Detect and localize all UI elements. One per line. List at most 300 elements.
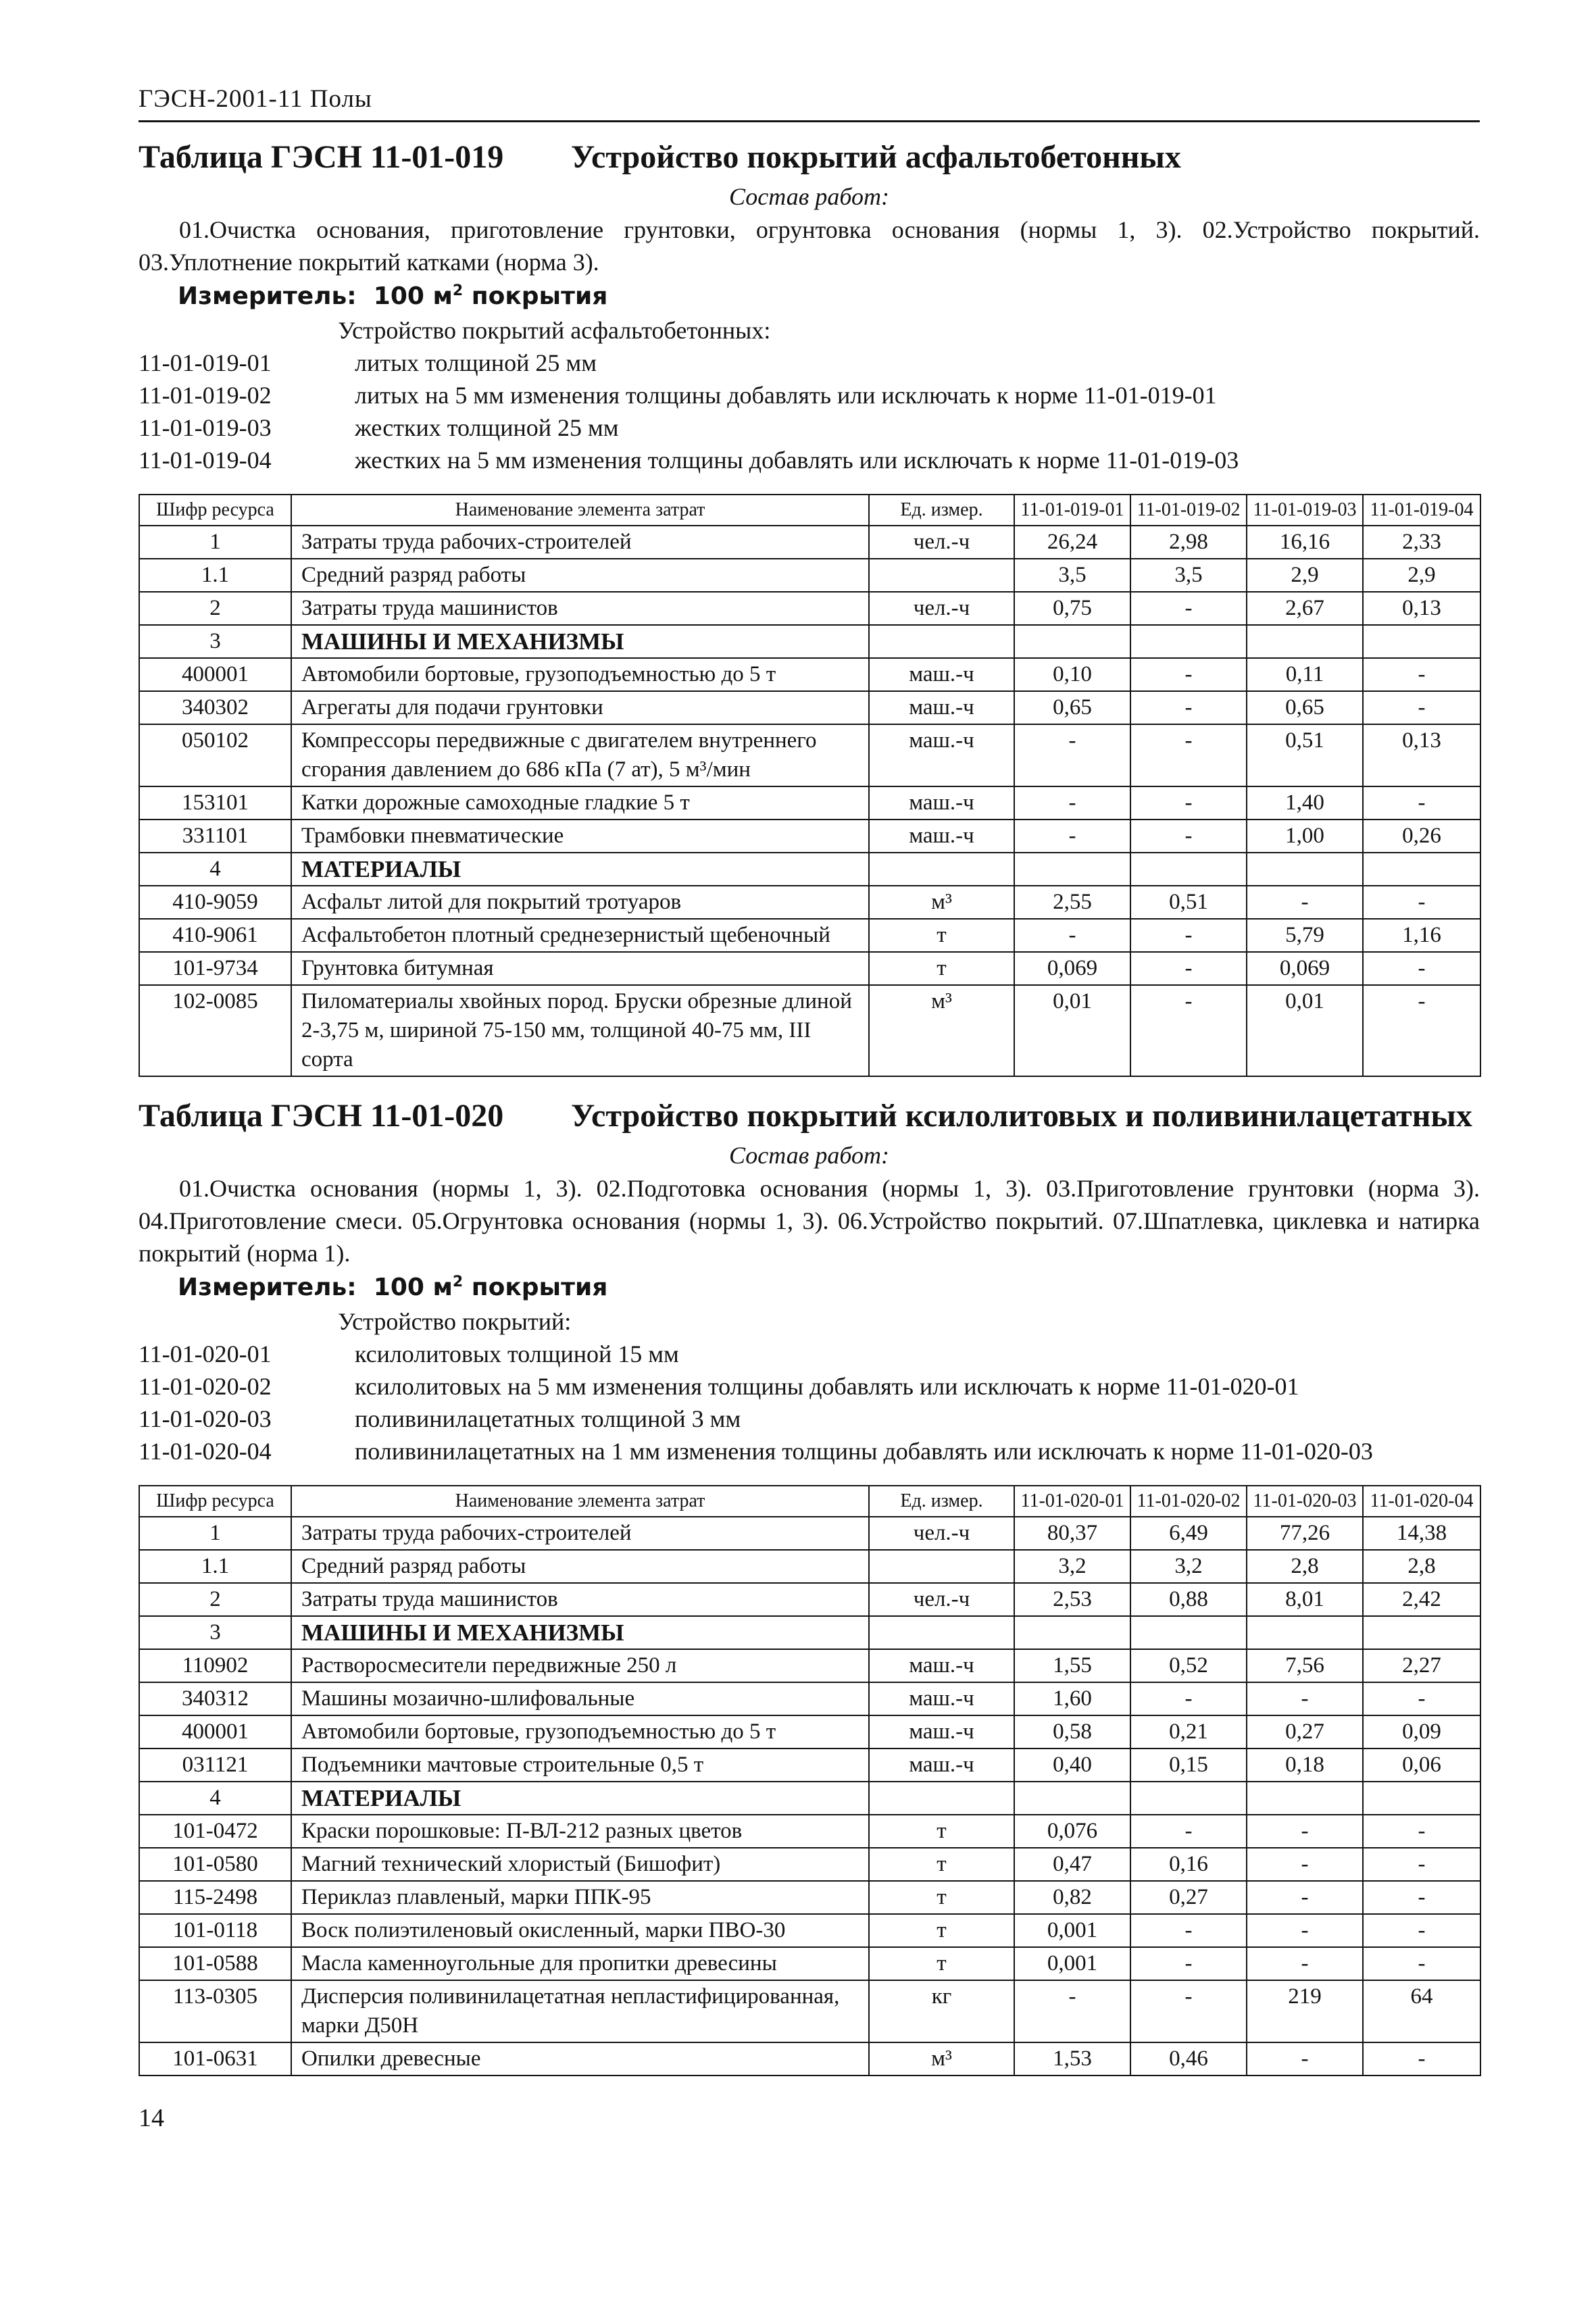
resource-code: 410-9059 — [139, 886, 291, 919]
resource-unit: кг — [869, 1980, 1014, 2042]
norm-value: 80,37 — [1014, 1517, 1130, 1550]
norm-value: 0,65 — [1247, 691, 1363, 724]
izmeritel-sup: 2 — [452, 1274, 464, 1290]
code-row — [139, 347, 1480, 379]
resource-unit: т — [869, 1881, 1014, 1914]
norm-value: 26,24 — [1014, 526, 1130, 559]
norm-description: жестких толщиной 25 мм — [355, 414, 619, 441]
resource-code: 102-0085 — [139, 985, 291, 1076]
code-row — [139, 1435, 1480, 1467]
operations-text: 01.Очистка основания, приготовление грунтовки, огрунтовка основания (нормы 1, 3). 02.Устройство покрытий. 03.Уплотнение покрытий катками (норма 3). — [139, 216, 1480, 276]
table-row — [139, 886, 1480, 919]
table-row — [139, 1980, 1480, 2042]
header-row — [139, 495, 1480, 526]
norm-value: - — [1247, 1947, 1363, 1980]
table-row — [139, 1550, 1480, 1583]
izmeritel-unit: покрытия — [471, 1274, 608, 1301]
resource-code: 031121 — [139, 1749, 291, 1782]
norm-value: 1,00 — [1247, 820, 1363, 853]
norm-value: 0,001 — [1014, 1914, 1130, 1947]
header-norm-column: 11-01-020-02 — [1130, 1486, 1247, 1517]
resource-code: 2 — [139, 592, 291, 625]
header-rule — [139, 120, 1480, 122]
izmeritel-label: Измеритель: — [178, 282, 357, 310]
section-title: МАТЕРИАЛЫ — [291, 1782, 869, 1815]
sostav-label: Состав работ: — [729, 1142, 889, 1169]
resource-name: Затраты труда рабочих-строителей — [291, 526, 869, 559]
izmeritel — [178, 1274, 1480, 1301]
resource-name: Автомобили бортовые, грузоподъемностью до 5 т — [291, 658, 869, 691]
norm-code: 11-01-019-04 — [139, 447, 272, 474]
table-row — [139, 1947, 1480, 1980]
norm-value: - — [1014, 1980, 1130, 2042]
resource-code: 101-0472 — [139, 1815, 291, 1848]
resource-name: Трамбовки пневматические — [291, 820, 869, 853]
resource-unit: маш.-ч — [869, 786, 1014, 820]
norm-value: 0,26 — [1363, 820, 1480, 853]
resource-name: Подъемники мачтовые строительные 0,5 т — [291, 1749, 869, 1782]
norm-value: - — [1363, 985, 1480, 1076]
norm-value: 3,2 — [1014, 1550, 1130, 1583]
norm-value: - — [1130, 985, 1247, 1076]
table-row — [139, 952, 1480, 985]
resource-code: 1.1 — [139, 559, 291, 592]
resource-unit: т — [869, 1848, 1014, 1881]
code-row — [139, 1370, 1480, 1403]
resource-code: 153101 — [139, 786, 291, 820]
norm-value: - — [1130, 1914, 1247, 1947]
resource-name: Катки дорожные самоходные гладкие 5 т — [291, 786, 869, 820]
resource-code: 3 — [139, 1616, 291, 1649]
norm-value: 1,53 — [1014, 2042, 1130, 2076]
norm-code: 11-01-020-03 — [139, 1405, 272, 1432]
norm-value: 0,01 — [1247, 985, 1363, 1076]
norm-value: - — [1130, 1980, 1247, 2042]
table-row — [139, 1815, 1480, 1848]
section-title: МАТЕРИАЛЫ — [291, 853, 869, 886]
norm-value: - — [1014, 724, 1130, 786]
resource-code: 1 — [139, 1517, 291, 1550]
operations-text: 01.Очистка основания (нормы 1, 3). 02.Подготовка основания (нормы 1, 3). 03.Приготовление грунтовки (норма 3). 04.Приготовление смеси. 05.Огрунтовка основания (нормы 1, 3). 06.Устройство покрытий. 07.Шпатлевка, циклевка и натирка покрытий (норма 1). — [139, 1175, 1480, 1267]
norm-value: 0,51 — [1130, 886, 1247, 919]
norm-value: 0,18 — [1247, 1749, 1363, 1782]
empty-cell — [869, 853, 1014, 886]
table-row — [139, 1649, 1480, 1682]
norm-code: 11-01-020-02 — [139, 1373, 272, 1400]
resource-name: Воск полиэтиленовый окисленный, марки ПВО-30 — [291, 1914, 869, 1947]
norm-value: 3,5 — [1014, 559, 1130, 592]
norm-value: - — [1247, 1815, 1363, 1848]
resource-code: 101-0588 — [139, 1947, 291, 1980]
resource-unit: чел.-ч — [869, 526, 1014, 559]
norm-value: 0,27 — [1247, 1715, 1363, 1749]
empty-cell — [1130, 625, 1247, 658]
norm-value: - — [1363, 1682, 1480, 1715]
norm-value: 0,076 — [1014, 1815, 1130, 1848]
sostav-label: Состав работ: — [729, 183, 889, 210]
header-norm-column: 11-01-020-03 — [1247, 1486, 1363, 1517]
norm-value: 2,27 — [1363, 1649, 1480, 1682]
norm-value: 0,06 — [1363, 1749, 1480, 1782]
resource-unit: маш.-ч — [869, 658, 1014, 691]
table-row — [139, 919, 1480, 952]
header-row — [139, 1486, 1480, 1517]
norm-value: 2,33 — [1363, 526, 1480, 559]
norm-value: 14,38 — [1363, 1517, 1480, 1550]
empty-cell — [1130, 853, 1247, 886]
norm-value: 2,8 — [1247, 1550, 1363, 1583]
table-row — [139, 658, 1480, 691]
table-row — [139, 1715, 1480, 1749]
norm-value: - — [1130, 658, 1247, 691]
empty-cell — [1363, 625, 1480, 658]
norm-value: - — [1247, 1848, 1363, 1881]
norm-value: - — [1247, 1682, 1363, 1715]
norm-value: - — [1130, 820, 1247, 853]
table-block-11-01-019 — [139, 139, 1480, 1077]
resource-name: Затраты труда машинистов — [291, 1583, 869, 1616]
table-row — [139, 1914, 1480, 1947]
resource-unit: маш.-ч — [869, 1749, 1014, 1782]
resource-name: Дисперсия поливинилацетатная непластифицированная, марки Д50Н — [291, 1980, 869, 2042]
code-row — [139, 444, 1480, 476]
norm-value: - — [1130, 919, 1247, 952]
header-norm-column: 11-01-019-01 — [1014, 495, 1130, 526]
resource-unit: т — [869, 1914, 1014, 1947]
norm-value: 0,58 — [1014, 1715, 1130, 1749]
header-code: Шифр ресурса — [139, 1486, 291, 1517]
table-row — [139, 1881, 1480, 1914]
section-row — [139, 625, 1480, 658]
norm-value: - — [1130, 1682, 1247, 1715]
section-row — [139, 853, 1480, 886]
resource-unit: маш.-ч — [869, 691, 1014, 724]
resource-table — [139, 494, 1481, 1077]
norm-value: - — [1247, 2042, 1363, 2076]
running-head: ГЭСН-2001-11 Полы — [139, 85, 372, 113]
resource-name: Периклаз плавленый, марки ППК-95 — [291, 1881, 869, 1914]
izmeritel-value: 100 м — [373, 282, 453, 310]
table-heading: Устройство покрытий ксилолитовых и поливинилацетатных — [571, 1098, 1472, 1134]
norm-value: 0,65 — [1014, 691, 1130, 724]
resource-unit: т — [869, 919, 1014, 952]
norm-value: - — [1130, 691, 1247, 724]
norm-value: 2,42 — [1363, 1583, 1480, 1616]
norm-value: 0,21 — [1130, 1715, 1247, 1749]
table-number: Таблица ГЭСН 11-01-020 — [139, 1098, 504, 1134]
resource-unit: м³ — [869, 886, 1014, 919]
table-row — [139, 592, 1480, 625]
resource-code: 101-0118 — [139, 1914, 291, 1947]
norm-value: - — [1014, 820, 1130, 853]
norm-value: 0,27 — [1130, 1881, 1247, 1914]
izmeritel-label: Измеритель: — [178, 1274, 357, 1301]
resource-name: Краски порошковые: П-ВЛ-212 разных цветов — [291, 1815, 869, 1848]
resource-unit: чел.-ч — [869, 1583, 1014, 1616]
resource-unit: чел.-ч — [869, 592, 1014, 625]
resource-code: 1.1 — [139, 1550, 291, 1583]
empty-cell — [869, 1782, 1014, 1815]
norm-value: 1,40 — [1247, 786, 1363, 820]
norm-value: - — [1247, 1914, 1363, 1947]
section-title: МАШИНЫ И МЕХАНИЗМЫ — [291, 1616, 869, 1649]
table-row — [139, 985, 1480, 1076]
norm-value: 0,75 — [1014, 592, 1130, 625]
code-row — [139, 1403, 1480, 1435]
norm-value: 5,79 — [1247, 919, 1363, 952]
table-title — [139, 139, 1480, 176]
norm-value: 1,60 — [1014, 1682, 1130, 1715]
norm-value: 0,09 — [1363, 1715, 1480, 1749]
empty-cell — [1247, 853, 1363, 886]
table-row — [139, 724, 1480, 786]
norm-code: 11-01-020-01 — [139, 1340, 272, 1367]
resource-name: Пиломатериалы хвойных пород. Бруски обрезные длиной 2-3,75 м, шириной 75-150 мм, толщиной 40-75 мм, III сорта — [291, 985, 869, 1076]
norm-value: 7,56 — [1247, 1649, 1363, 1682]
norm-value: 0,88 — [1130, 1583, 1247, 1616]
empty-cell — [1014, 625, 1130, 658]
code-row — [139, 411, 1480, 444]
code-row — [139, 379, 1480, 411]
resource-unit: маш.-ч — [869, 1715, 1014, 1749]
norm-value: 2,67 — [1247, 592, 1363, 625]
resource-code: 400001 — [139, 1715, 291, 1749]
resource-code: 340302 — [139, 691, 291, 724]
resource-code: 3 — [139, 625, 291, 658]
resource-name: Магний технический хлористый (Бишофит) — [291, 1848, 869, 1881]
resource-code: 101-0631 — [139, 2042, 291, 2076]
empty-cell — [869, 1616, 1014, 1649]
header-norm-column: 11-01-020-01 — [1014, 1486, 1130, 1517]
resource-name: Затраты труда рабочих-строителей — [291, 1517, 869, 1550]
header-name: Наименование элемента затрат — [291, 1486, 869, 1517]
norm-value: - — [1363, 952, 1480, 985]
norm-value: 1,55 — [1014, 1649, 1130, 1682]
norm-value: - — [1363, 2042, 1480, 2076]
resource-unit: т — [869, 952, 1014, 985]
izmeritel — [178, 282, 1480, 310]
resource-code: 2 — [139, 1583, 291, 1616]
norm-value: 0,46 — [1130, 2042, 1247, 2076]
norm-value: 1,16 — [1363, 919, 1480, 952]
resource-code: 110902 — [139, 1649, 291, 1682]
resource-unit: м³ — [869, 2042, 1014, 2076]
norm-value: - — [1363, 1881, 1480, 1914]
izmeritel-unit: покрытия — [471, 282, 608, 310]
empty-cell — [1247, 1616, 1363, 1649]
table-block-11-01-020 — [139, 1097, 1480, 2076]
norm-value: 0,11 — [1247, 658, 1363, 691]
resource-name: Автомобили бортовые, грузоподъемностью до 5 т — [291, 1715, 869, 1749]
norm-value: - — [1130, 1815, 1247, 1848]
empty-cell — [869, 625, 1014, 658]
page-number: 14 — [139, 2104, 164, 2132]
header-unit: Ед. измер. — [869, 1486, 1014, 1517]
norm-value: 0,47 — [1014, 1848, 1130, 1881]
empty-cell — [1014, 853, 1130, 886]
header-unit: Ед. измер. — [869, 495, 1014, 526]
norm-value: - — [1363, 786, 1480, 820]
empty-cell — [1130, 1782, 1247, 1815]
norm-value: - — [1363, 1947, 1480, 1980]
norm-value: - — [1363, 691, 1480, 724]
resource-name: Затраты труда машинистов — [291, 592, 869, 625]
norm-value: - — [1130, 786, 1247, 820]
table-row — [139, 786, 1480, 820]
resource-name: Опилки древесные — [291, 2042, 869, 2076]
norm-description: литых на 5 мм изменения толщины добавлять или исключать к норме 11-01-019-01 — [355, 382, 1217, 409]
resource-code: 050102 — [139, 724, 291, 786]
header-norm-column: 11-01-019-04 — [1363, 495, 1480, 526]
empty-cell — [1014, 1782, 1130, 1815]
norm-description: поливинилацетатных толщиной 3 мм — [355, 1405, 741, 1432]
norm-value: 77,26 — [1247, 1517, 1363, 1550]
norm-description: ксилолитовых толщиной 15 мм — [355, 1340, 679, 1367]
resource-name: Грунтовка битумная — [291, 952, 869, 985]
norm-value: - — [1014, 786, 1130, 820]
header-name: Наименование элемента затрат — [291, 495, 869, 526]
empty-cell — [1363, 1616, 1480, 1649]
resource-unit: маш.-ч — [869, 820, 1014, 853]
resource-code: 1 — [139, 526, 291, 559]
norm-value: - — [1363, 658, 1480, 691]
norm-value: 3,5 — [1130, 559, 1247, 592]
norm-value: 2,8 — [1363, 1550, 1480, 1583]
resource-unit: маш.-ч — [869, 724, 1014, 786]
resource-unit: маш.-ч — [869, 1649, 1014, 1682]
norm-value: 0,52 — [1130, 1649, 1247, 1682]
resource-name: Асфальт литой для покрытий тротуаров — [291, 886, 869, 919]
norm-code: 11-01-020-04 — [139, 1438, 272, 1465]
norm-value: - — [1130, 1947, 1247, 1980]
empty-cell — [1247, 625, 1363, 658]
norm-value: 2,98 — [1130, 526, 1247, 559]
norm-value: 219 — [1247, 1980, 1363, 2042]
norm-value: 0,51 — [1247, 724, 1363, 786]
norm-value: - — [1363, 886, 1480, 919]
resource-code: 113-0305 — [139, 1980, 291, 2042]
table-row — [139, 1517, 1480, 1550]
norm-value: 6,49 — [1130, 1517, 1247, 1550]
resource-unit — [869, 559, 1014, 592]
table-row — [139, 691, 1480, 724]
norm-value: 0,01 — [1014, 985, 1130, 1076]
izmeritel-value: 100 м — [373, 1274, 453, 1301]
norm-value: - — [1247, 1881, 1363, 1914]
table-row — [139, 1583, 1480, 1616]
empty-cell — [1130, 1616, 1247, 1649]
resource-unit: т — [869, 1947, 1014, 1980]
norm-value: - — [1363, 1815, 1480, 1848]
codes-heading: Устройство покрытий: — [338, 1308, 572, 1335]
norm-value: 0,15 — [1130, 1749, 1247, 1782]
norm-code: 11-01-019-01 — [139, 349, 272, 376]
norm-description: жестких на 5 мм изменения толщины добавлять или исключать к норме 11-01-019-03 — [355, 447, 1239, 474]
norm-value: 0,069 — [1247, 952, 1363, 985]
izmeritel-sup: 2 — [452, 282, 464, 299]
norm-value: - — [1130, 952, 1247, 985]
page — [139, 84, 1480, 2133]
resource-unit — [869, 1550, 1014, 1583]
resource-name: Асфальтобетон плотный среднезернистый щебеночный — [291, 919, 869, 952]
resource-name: Компрессоры передвижные с двигателем внутреннего сгорания давлением до 686 кПа (7 ат), 5 м³/мин — [291, 724, 869, 786]
section-row — [139, 1782, 1480, 1815]
resource-code: 340312 — [139, 1682, 291, 1715]
norm-value: - — [1363, 1914, 1480, 1947]
table-row — [139, 526, 1480, 559]
table-row — [139, 2042, 1480, 2076]
empty-cell — [1247, 1782, 1363, 1815]
norm-value: 3,2 — [1130, 1550, 1247, 1583]
norm-value: 2,9 — [1363, 559, 1480, 592]
resource-unit: м³ — [869, 985, 1014, 1076]
resource-code: 410-9061 — [139, 919, 291, 952]
resource-unit: чел.-ч — [869, 1517, 1014, 1550]
table-row — [139, 820, 1480, 853]
table-row — [139, 1682, 1480, 1715]
norm-code: 11-01-019-03 — [139, 414, 272, 441]
table-row — [139, 1848, 1480, 1881]
section-title: МАШИНЫ И МЕХАНИЗМЫ — [291, 625, 869, 658]
norm-value: - — [1130, 724, 1247, 786]
table-heading: Устройство покрытий асфальтобетонных — [571, 139, 1181, 175]
resource-code: 400001 — [139, 658, 291, 691]
table-row — [139, 559, 1480, 592]
table-row — [139, 1749, 1480, 1782]
norm-value: 0,13 — [1363, 592, 1480, 625]
code-row — [139, 1338, 1480, 1370]
norm-value: 2,53 — [1014, 1583, 1130, 1616]
table-number: Таблица ГЭСН 11-01-019 — [139, 139, 504, 175]
codes-heading: Устройство покрытий асфальтобетонных: — [338, 317, 771, 344]
resource-unit: маш.-ч — [869, 1682, 1014, 1715]
resource-code: 331101 — [139, 820, 291, 853]
norm-value: 0,13 — [1363, 724, 1480, 786]
resource-code: 101-0580 — [139, 1848, 291, 1881]
norm-value: - — [1363, 1848, 1480, 1881]
empty-cell — [1363, 1782, 1480, 1815]
norm-value: 2,9 — [1247, 559, 1363, 592]
norm-value: 0,16 — [1130, 1848, 1247, 1881]
norm-value: 0,10 — [1014, 658, 1130, 691]
empty-cell — [1363, 853, 1480, 886]
norm-value: 0,069 — [1014, 952, 1130, 985]
header-code: Шифр ресурса — [139, 495, 291, 526]
norm-value: - — [1247, 886, 1363, 919]
header-norm-column: 11-01-020-04 — [1363, 1486, 1480, 1517]
norm-value: - — [1014, 919, 1130, 952]
resource-name: Агрегаты для подачи грунтовки — [291, 691, 869, 724]
resource-name: Масла каменноугольные для пропитки древесины — [291, 1947, 869, 1980]
resource-name: Средний разряд работы — [291, 559, 869, 592]
resource-code: 4 — [139, 853, 291, 886]
norm-description: ксилолитовых на 5 мм изменения толщины добавлять или исключать к норме 11-01-020-01 — [355, 1373, 1299, 1400]
resource-code: 101-9734 — [139, 952, 291, 985]
norm-value: 0,40 — [1014, 1749, 1130, 1782]
norm-value: 64 — [1363, 1980, 1480, 2042]
header-norm-column: 11-01-019-02 — [1130, 495, 1247, 526]
norm-value: 0,82 — [1014, 1881, 1130, 1914]
resource-code: 115-2498 — [139, 1881, 291, 1914]
empty-cell — [1014, 1616, 1130, 1649]
norm-value: 16,16 — [1247, 526, 1363, 559]
norm-code: 11-01-019-02 — [139, 382, 272, 409]
resource-name: Машины мозаично-шлифовальные — [291, 1682, 869, 1715]
norm-value: - — [1130, 592, 1247, 625]
norm-description: поливинилацетатных на 1 мм изменения толщины добавлять или исключать к норме 11-01-020-03 — [355, 1438, 1373, 1465]
norm-value: 0,001 — [1014, 1947, 1130, 1980]
section-row — [139, 1616, 1480, 1649]
